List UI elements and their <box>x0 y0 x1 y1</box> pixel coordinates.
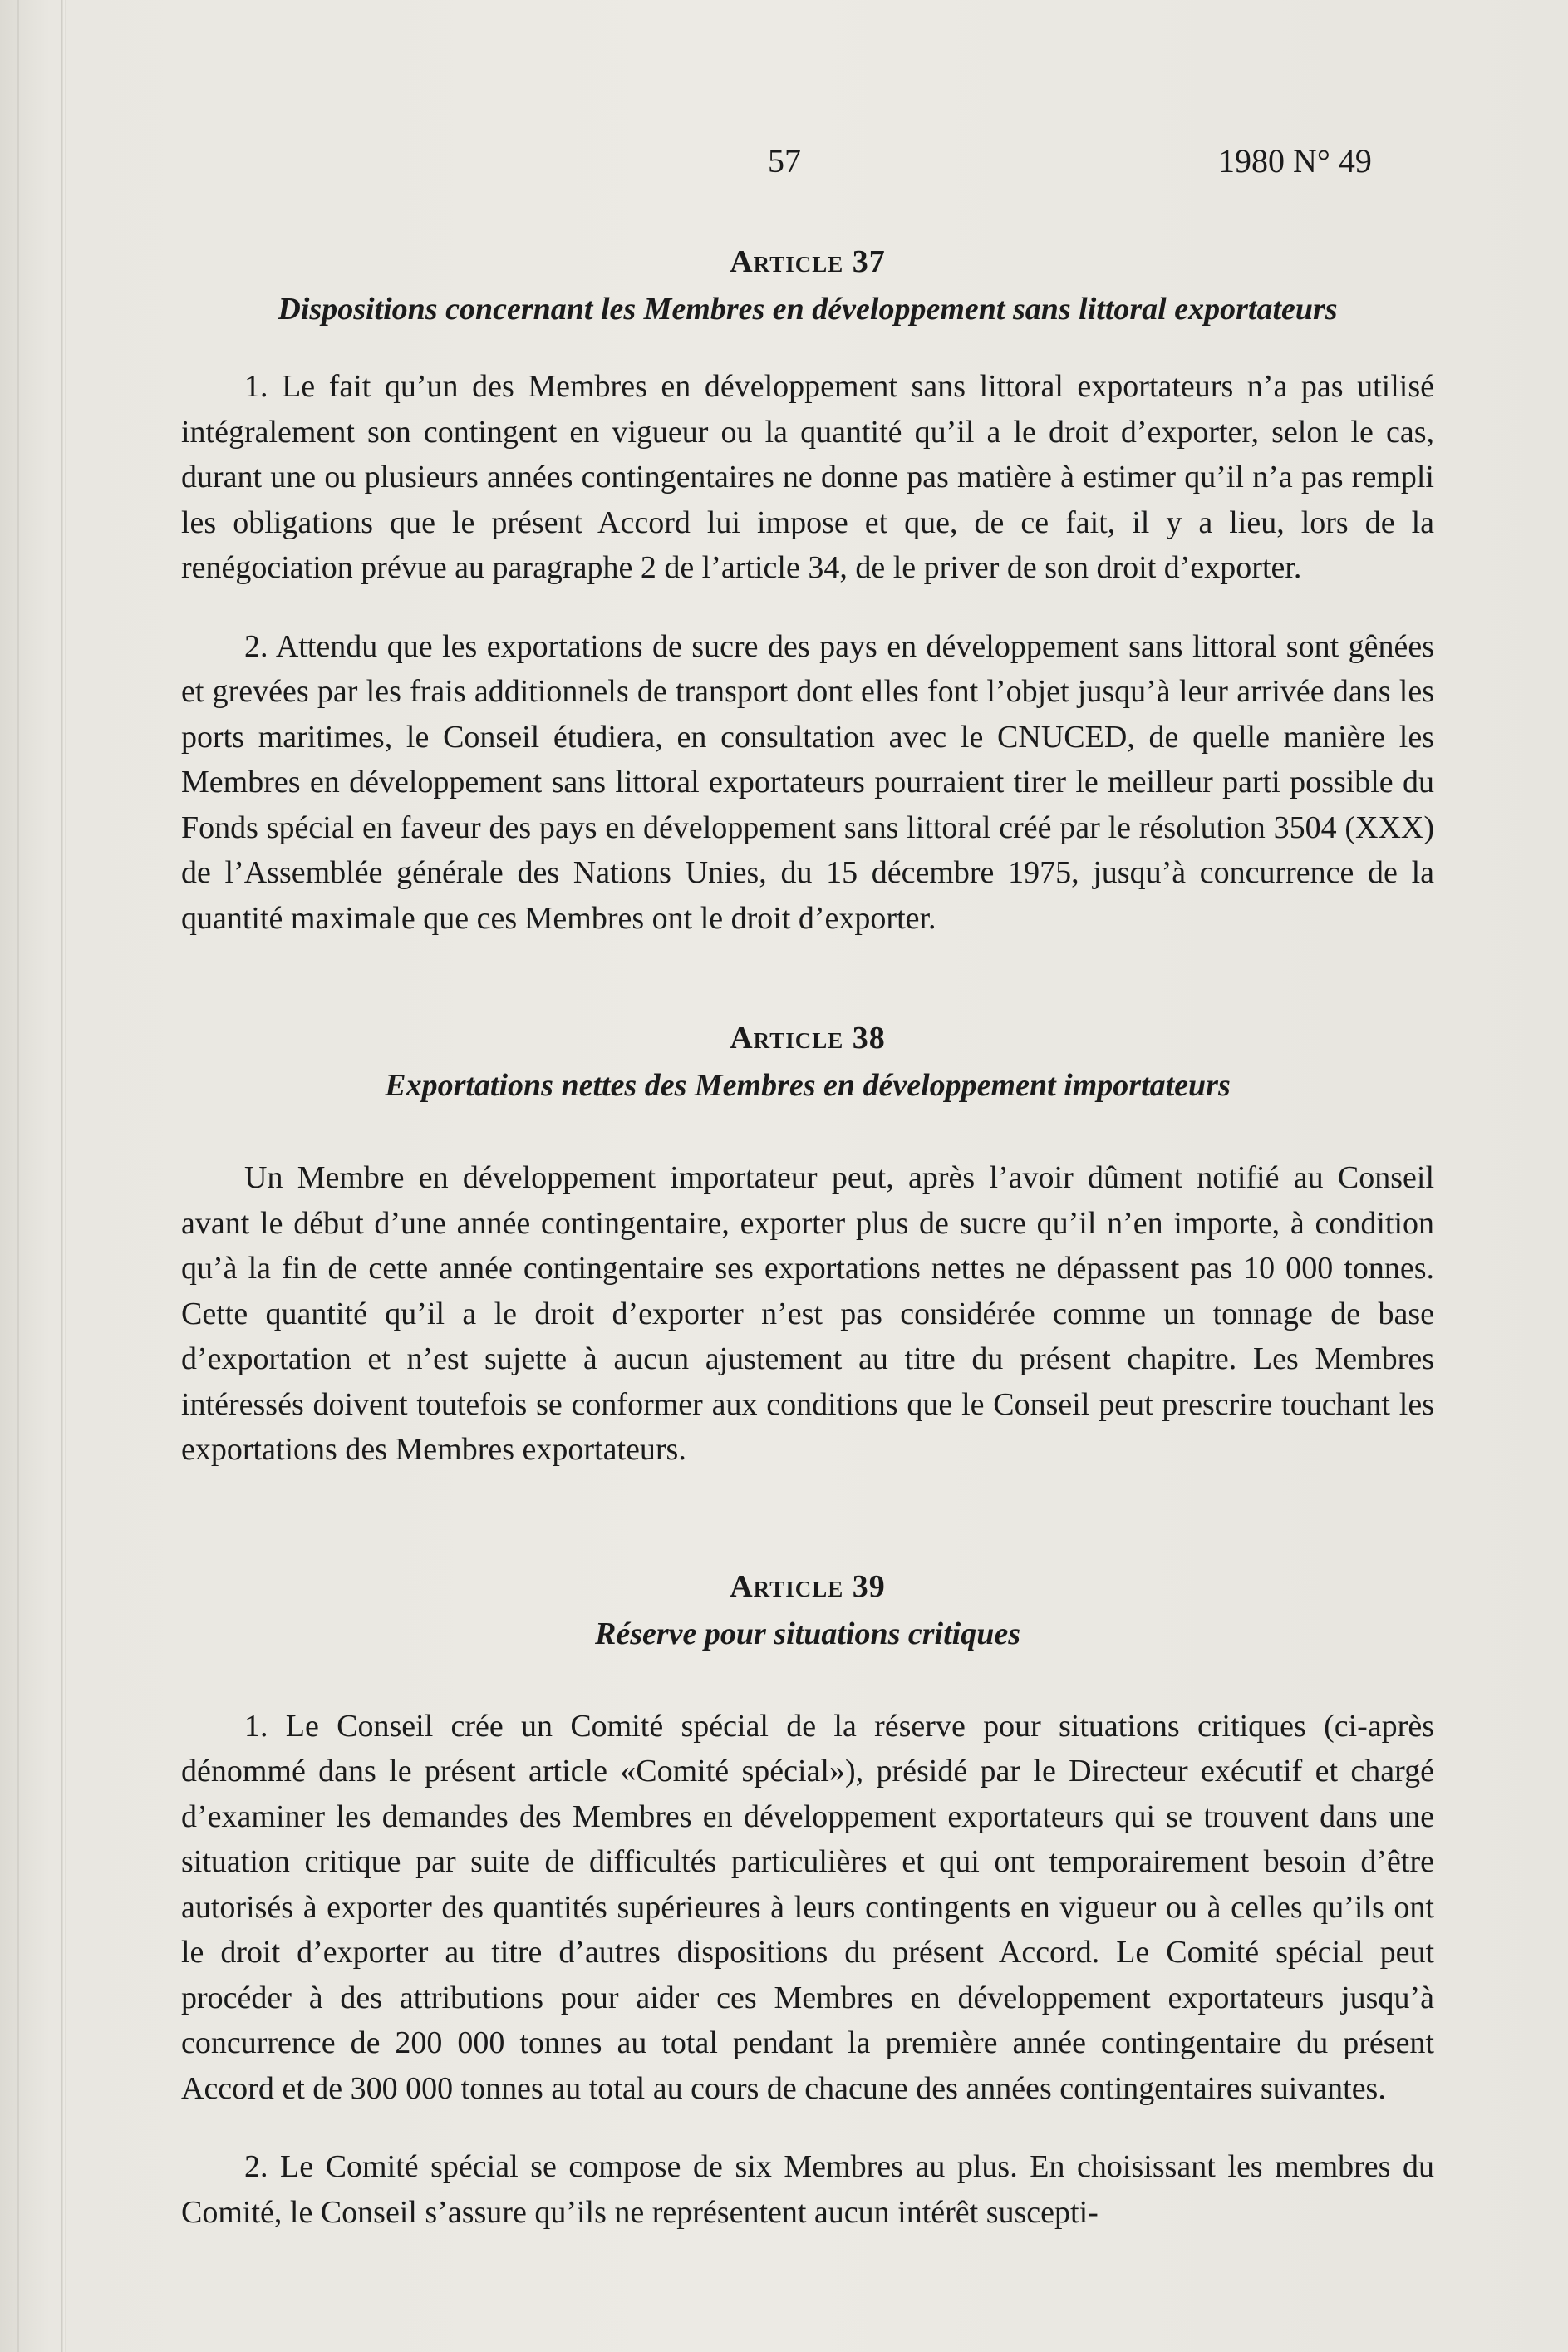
spacer <box>181 591 1434 624</box>
page-number: 57 <box>768 142 801 180</box>
article-37 <box>181 241 1434 941</box>
spacer <box>181 941 1434 1017</box>
paragraph: 2. Le Comité spécial se compose de six Membres au plus. En choisissant les membres du Comité, le Conseil s’assure qu’ils ne représentent aucun intérêt suscepti- <box>181 2149 1434 2230</box>
page-binding-shadow <box>17 0 19 2352</box>
article-subtitle: Dispositions concernant les Membres en développement sans littoral exportateurs <box>278 292 1338 327</box>
paragraph: 2. Attendu que les exportations de sucre des pays en développement sans littoral sont gênées et grevées par les frais additionnels de transport dont elles font l’objet jusqu’à leur arrivée dans les ports maritimes, le Conseil étudiera, en consultation avec le CNUCED, de quelle manière les Membres en développement sans littoral exportateurs pourraient tirer le meilleur parti possible du Fonds spécial en faveur des pays en développement sans littoral créé par le résolution 3504 (XXX) de l’Assemblée générale des Nations Unies, du 15 décembre 1975, jusqu’à concurrence de la quantité maximale que ces Membres ont le droit d’exporter. <box>181 628 1434 936</box>
paragraph: 1. Le Conseil crée un Comité spécial de la réserve pour situations critiques (ci-après dénommé dans le présent article «Comité spécial»), présidé par le Directeur exécutif et chargé d’examiner les demandes des Membres en développement exportateurs qui se trouvent dans une situation critique par suite de difficultés particulières et qui ont temporairement besoin d’être autorisés à exporter des quantités supérieures à leurs contingents en vigueur ou à celles qu’ils ont le droit d’exporter au titre d’autres dispositions du présent Accord. Le Comité spécial peut procéder à des attributions pour aider ces Membres en développement exportateurs jusqu’à concurrence de 200 000 tonnes au total pendant la première année contingentaire du présent Accord et de 300 000 tonnes au total au cours de chacune des années contingentaires suivantes. <box>181 1708 1434 2106</box>
document-reference: 1980 N° 49 <box>1218 142 1372 180</box>
spacer <box>181 1473 1434 1566</box>
article-title: Article 38 <box>730 1021 886 1055</box>
article-title: Article 37 <box>730 244 886 279</box>
paragraph: Un Membre en développement importateur peut, après l’avoir dûment notifié au Conseil avant le début d’une année contingentaire, exporter plus de sucre qu’il n’en importe, à condition qu’à la fin de cette année contingentaire ses exportations nettes ne dépassent pas 10 000 tonnes. Cette quantité qu’il a le droit d’exporter n’est pas considérée comme un tonnage de base d’exportation et n’est sujette à aucun ajustement au titre du présent chapitre. Les Membres intéressés doivent toutefois se conformer aux conditions que le Conseil peut prescrire touchant les exportations des Membres exportateurs. <box>181 1160 1434 1467</box>
spacer <box>181 2111 1434 2144</box>
page-header <box>0 141 1568 191</box>
page-content <box>181 241 1434 2235</box>
page-binding-edge <box>61 0 66 2352</box>
article-title: Article 39 <box>730 1568 886 1604</box>
spacer <box>181 331 1434 364</box>
article-39 <box>181 1566 1434 2236</box>
article-subtitle: Exportations nettes des Membres en développement importateurs <box>385 1068 1231 1103</box>
article-38 <box>181 1017 1434 1473</box>
paragraph: 1. Le fait qu’un des Membres en développement sans littoral exportateurs n’a pas utilisé intégralement son contingent en vigueur ou la quantité qu’il a le droit d’exporter, selon le cas, durant une ou plusieurs années contingentaires ne donne pas matière à estimer qu’il n’a pas rempli les obligations que le présent Accord lui impose et que, de ce fait, il y a lieu, lors de la renégociation prévue au paragraphe 2 de l’article 34, de le priver de son droit d’exporter. <box>181 369 1434 585</box>
spacer <box>181 1107 1434 1155</box>
article-subtitle: Réserve pour situations critiques <box>595 1616 1020 1651</box>
spacer <box>181 1656 1434 1704</box>
